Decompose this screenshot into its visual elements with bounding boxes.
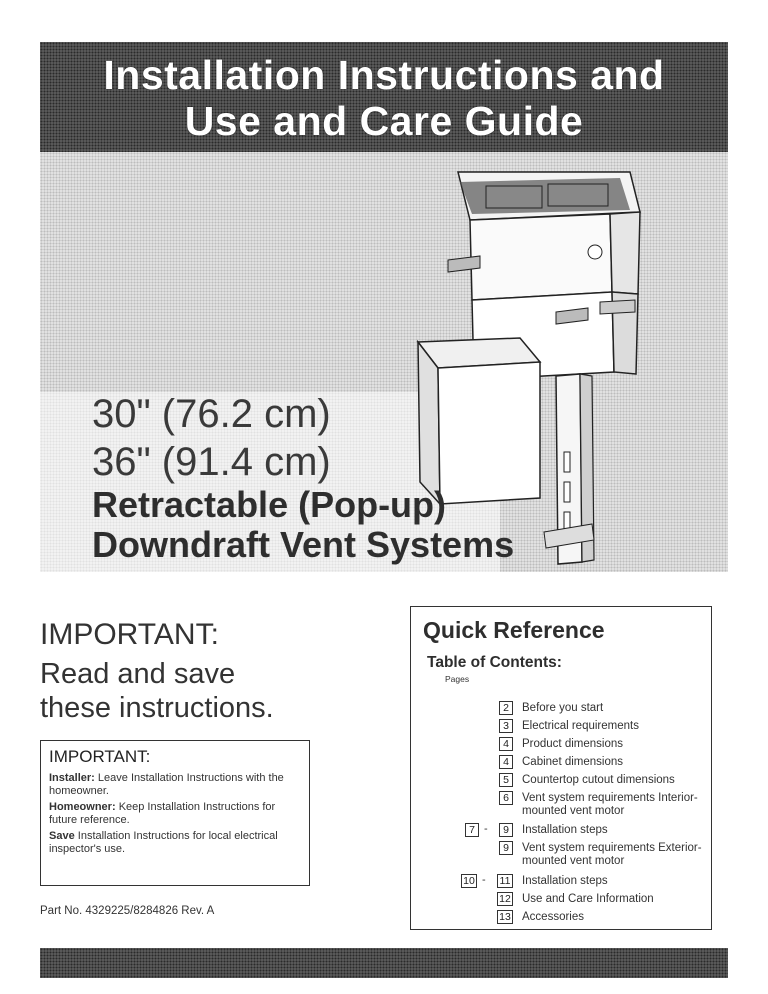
- toc-entry-product-dimensions: Product dimensions: [522, 738, 623, 750]
- toc-page-9b: 9: [499, 841, 513, 855]
- homeowner-text: Keep Installation Instructions for future reference.: [49, 801, 276, 826]
- title-banner: [40, 42, 728, 152]
- product-name-line-2: Downdraft Vent Systems: [92, 524, 515, 565]
- toc-page-4b: 4: [499, 755, 513, 769]
- pages-label: Pages: [445, 674, 470, 684]
- toc-entry-installation-steps-2: Installation steps: [522, 875, 608, 887]
- toc-page-7: 7: [465, 823, 479, 837]
- toc-page-12: 12: [497, 892, 513, 906]
- toc-entry-accessories: Accessories: [522, 911, 584, 923]
- toc-entry-vent-exterior: Vent system requirements Exterior-mounted vent motor: [522, 842, 702, 867]
- save-text: Installation Instructions for local electrical inspector's use.: [49, 830, 278, 855]
- read-and-save-line-2: these instructions.: [40, 692, 274, 724]
- size-30-inch: 30" (76.2 cm): [92, 392, 331, 436]
- toc-page-13: 13: [497, 910, 513, 924]
- toc-page-2: 2: [499, 701, 513, 715]
- installer-label: Installer:: [49, 772, 95, 784]
- product-illustration-panel: [40, 152, 728, 572]
- quick-reference-title: Quick Reference: [423, 617, 605, 643]
- toc-entry-before-you-start: Before you start: [522, 702, 604, 714]
- toc-entry-vent-interior: Vent system requirements Interior-mounted vent motor: [522, 792, 698, 817]
- toc-entry-installation-steps-1: Installation steps: [522, 824, 608, 836]
- toc-entry-cabinet-dimensions: Cabinet dimensions: [522, 756, 624, 768]
- read-and-save-line-1: Read and save: [40, 658, 236, 690]
- part-number: Part No. 4329225/8284826 Rev. A: [40, 905, 215, 917]
- toc-entry-electrical-requirements: Electrical requirements: [522, 720, 639, 732]
- toc-page-3: 3: [499, 719, 513, 733]
- homeowner-label: Homeowner:: [49, 801, 116, 813]
- toc-page-9a: 9: [499, 823, 513, 837]
- toc-range-dash-1: -: [484, 823, 488, 835]
- product-name-line-1: Retractable (Pop-up): [92, 484, 447, 525]
- toc-page-5: 5: [499, 773, 513, 787]
- toc-entry-use-and-care: Use and Care Information: [522, 893, 654, 905]
- homeowner-note: [49, 801, 301, 827]
- installer-text: Leave Installation Instructions with the homeowner.: [49, 772, 284, 797]
- toc-range-dash-2: -: [482, 874, 486, 886]
- installer-note: [49, 772, 301, 798]
- important-heading: IMPORTANT:: [40, 618, 219, 651]
- toc-entry-countertop-cutout: Countertop cutout dimensions: [522, 774, 675, 786]
- toc-page-11: 11: [497, 874, 513, 888]
- table-of-contents-title: Table of Contents:: [427, 654, 562, 671]
- title-line-1: Installation Instructions and: [103, 52, 665, 98]
- toc-page-10: 10: [461, 874, 477, 888]
- title-line-2: Use and Care Guide: [184, 98, 584, 144]
- toc-page-6: 6: [499, 791, 513, 805]
- size-36-inch: 36" (91.4 cm): [92, 440, 331, 484]
- toc-page-4a: 4: [499, 737, 513, 751]
- bottom-banner: [40, 948, 728, 978]
- important-box-title: IMPORTANT:: [49, 747, 151, 766]
- save-note: [49, 830, 301, 856]
- save-label: Save: [49, 830, 75, 842]
- quick-reference-box: [410, 606, 712, 930]
- important-notice-box: [40, 740, 310, 886]
